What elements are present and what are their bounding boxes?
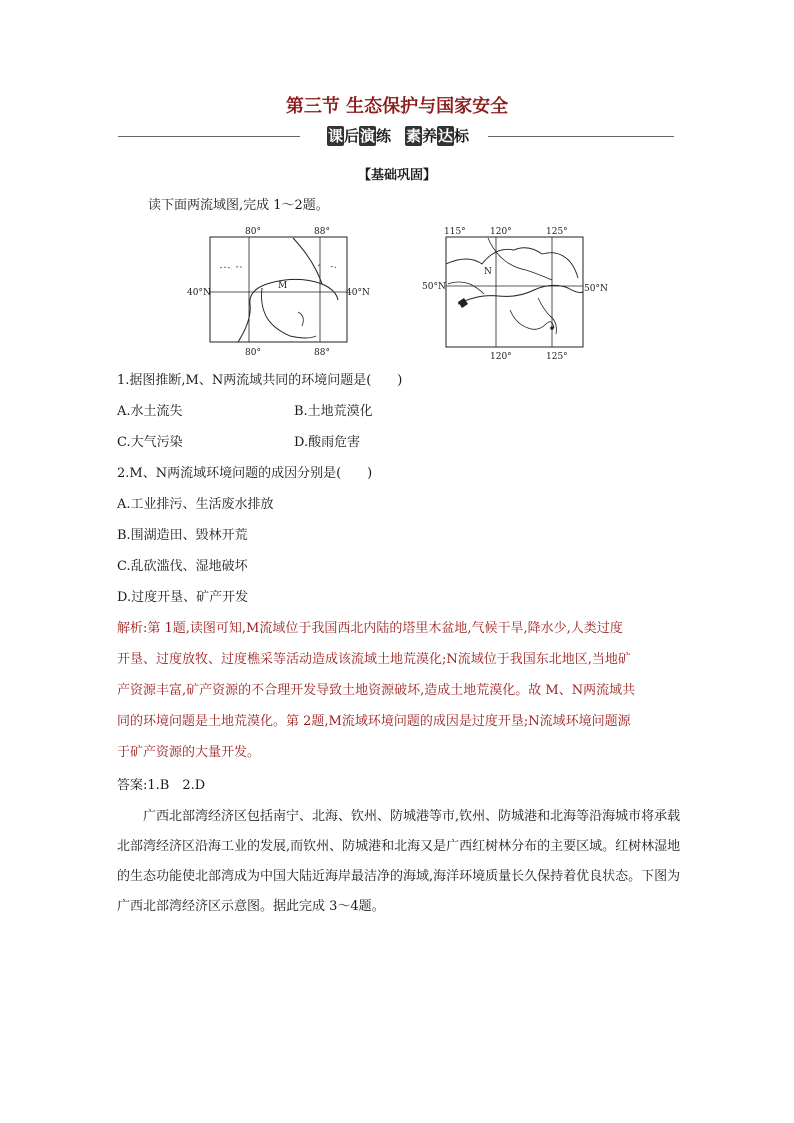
map-n-frame xyxy=(446,237,583,347)
analysis-line: 于矿产资源的大量开发。 xyxy=(117,745,261,760)
map-n-river-west xyxy=(448,282,484,294)
question-1-option-b: B.土地荒漠化 xyxy=(294,404,373,419)
map-n-marker: N xyxy=(484,267,492,277)
question-2-option-b: B.围湖造田、毁林开荒 xyxy=(117,528,248,543)
banner-rule-right xyxy=(488,136,674,137)
passage-paragraph: 广西北部湾经济区包括南宁、北海、钦州、防城港等市,钦州、防城港和北海等沿海城市将承载北部湾经济区沿海工业的发展,而钦州、防城港和北海又是广西红树林分布的主要区域。红树林湿地的生态功能使北部湾成为中国大陆近海岸最洁净的海域,海洋环境质量长久保持着优良状态。下图为广西北部湾经济区示意图。据此完成 3～4题。 xyxy=(117,809,681,914)
map-n-border-north xyxy=(446,248,578,278)
map-n-lon-top-115: 115° xyxy=(444,227,466,237)
question-2-option-d: D.过度开垦、矿产开发 xyxy=(117,590,249,605)
banner-char-boxed: 达 xyxy=(438,127,454,145)
map-n xyxy=(418,224,608,364)
banner-title xyxy=(308,126,488,148)
analysis-line: 解析:第 1题,读图可知,M流域位于我国西北内陆的塔里木盆地,气候干旱,降水少,人类过度 xyxy=(117,621,623,636)
map-m-marker: M xyxy=(278,281,288,291)
banner-char-boxed: 素 xyxy=(406,127,422,145)
question-2-option-a: A.工业排污、生活废水排放 xyxy=(117,497,274,512)
map-m-lon-bottom-88: 88° xyxy=(314,348,330,358)
banner-char: 养 xyxy=(422,127,438,145)
map-m-river-south xyxy=(262,288,317,338)
question-2-stem: 2.M、N两流域环境问题的成因分别是( ) xyxy=(117,466,373,481)
map-m-lat-left: 40°N xyxy=(187,288,211,298)
map-m-river-branch xyxy=(298,312,303,326)
analysis-line: 开垦、过度放牧、过度樵采等活动造成该流域土地荒漠化;N流域位于我国东北地区,当地矿 xyxy=(117,652,631,667)
map-n-lake xyxy=(458,298,468,308)
map-m-lakes xyxy=(220,264,336,269)
banner-rule-left xyxy=(118,136,300,137)
banner-char: 标 xyxy=(454,127,470,145)
analysis-line: 产资源丰富,矿产资源的不合理开发导致土地资源破坏,造成土地荒漠化。故 M、N两流域共 xyxy=(117,683,636,698)
map-n-lon-top-120: 120° xyxy=(490,227,512,237)
map-n-lat-right: 50°N xyxy=(584,284,608,294)
section-banner xyxy=(118,126,674,148)
map-m-lon-top-88: 88° xyxy=(314,227,330,237)
section-label: 【基础巩固】 xyxy=(357,168,436,183)
banner-char: 练 xyxy=(375,127,391,145)
map-n-lat-left: 50°N xyxy=(422,282,446,292)
map-n-lon-bottom-120: 120° xyxy=(490,352,512,362)
map-m-lat-right: 40°N xyxy=(346,288,370,298)
map-m xyxy=(187,224,370,364)
intro-text: 读下面两流域图,完成 1～2题。 xyxy=(148,198,329,213)
map-n-dot xyxy=(550,326,554,330)
banner-char: 后 xyxy=(343,127,359,145)
map-n-river-north xyxy=(488,238,552,280)
question-1-option-c: C.大气污染 xyxy=(117,435,183,450)
map-n-lon-top-125: 125° xyxy=(546,227,568,237)
map-n-lon-bottom-125: 125° xyxy=(546,352,568,362)
banner-char-boxed: 演 xyxy=(359,127,375,145)
banner-char-boxed: 课 xyxy=(327,127,343,145)
question-2-option-c: C.乱砍滥伐、湿地破坏 xyxy=(117,559,248,574)
page-title: 第三节 生态保护与国家安全 xyxy=(285,96,509,117)
question-1-option-d: D.酸雨危害 xyxy=(294,435,361,450)
question-1-stem: 1.据图推断,M、N两流域共同的环境问题是( ) xyxy=(117,373,403,388)
analysis-line: 同的环境问题是土地荒漠化。第 2题,M流域环境问题的成因是过度开垦;N流域环境问题源 xyxy=(117,714,631,729)
map-m-lon-top-80: 80° xyxy=(245,227,261,237)
map-m-river-north xyxy=(293,238,322,284)
map-m-lon-bottom-80: 80° xyxy=(245,348,261,358)
question-1-option-a: A.水土流失 xyxy=(117,404,183,419)
answer-line: 答案:1.B 2.D xyxy=(117,778,206,793)
map-m-river-main xyxy=(238,279,338,342)
